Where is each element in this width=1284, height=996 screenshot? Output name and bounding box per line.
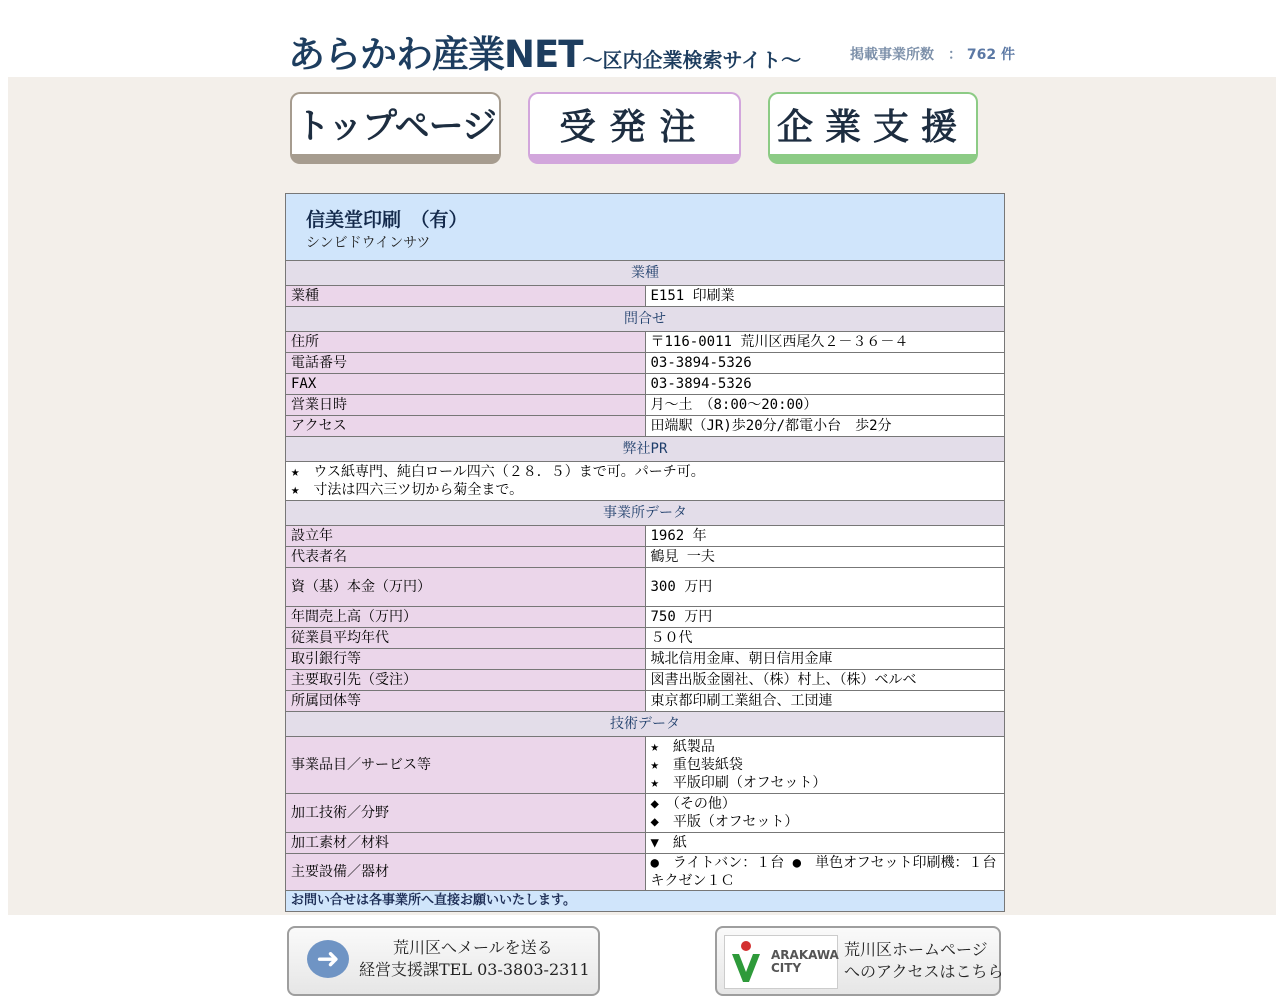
fax-value: 03-3894-5326 [645,374,1004,395]
banks-value: 城北信用金庫、朝日信用金庫 [645,649,1004,670]
arakawa-city-logo [724,935,838,989]
send-mail-button[interactable] [287,926,600,996]
business-support-label: 企業支援 [776,106,969,148]
send-mail-label: 荒川区へメールを送る [393,938,553,957]
row-label: FAX [286,374,645,395]
row-label: 住所 [286,332,645,353]
clients-value: 図書出版金園社、（株）村上、（株）ベルベ [645,670,1004,691]
company-info-table [286,261,1011,911]
capital-value: 300 万円 [645,568,1004,607]
product-item: ★ 紙製品 [650,739,715,755]
row-label: アクセス [286,416,645,437]
top-page-button[interactable] [290,92,501,164]
arakawa-logo-icon [729,940,763,984]
table-row [286,854,1004,891]
support-phone-label: 経営支援課TEL 03-3803-2311 [359,960,590,979]
row-label: 主要取引先（受注） [286,670,645,691]
city-homepage-label: 荒川区ホームページ [844,940,988,959]
techniques-value [645,794,1004,833]
row-label: 事業品目／サービス等 [286,737,645,794]
founded-value: 1962 年 [645,526,1004,547]
table-row [286,670,1004,691]
row-label: 取引銀行等 [286,649,645,670]
table-row [286,568,1004,607]
table-row [286,416,1004,437]
access-value: 田端駅（JR)歩20分/都電小台 歩2分 [645,416,1004,437]
table-row [286,332,1004,353]
company-header [286,194,1004,261]
employee-age-value: ５０代 [645,628,1004,649]
contact-note: お問い合せは各事業所へ直接お願いいたします。 [286,891,1004,912]
phone-value: 03-3894-5326 [645,353,1004,374]
hours-value: 月～土 （8:00～20:00） [645,395,1004,416]
site-header [288,22,1028,76]
table-row [286,286,1004,307]
row-label: 主要設備／器材 [286,854,645,891]
table-row [286,691,1004,712]
table-row [286,547,1004,568]
logo-text-line: ARAKAWA [771,948,839,962]
pr-text [286,462,1004,501]
materials-value: ▼ 紙 [645,833,1004,854]
company-kana: シンビドウインサツ [306,235,431,251]
section-contact: 問合せ [286,307,1004,332]
section-tech-data: 技術データ [286,712,1004,737]
table-row [286,353,1004,374]
pr-line: ★ ウス紙専門、純白ロール四六（２８．５）まで可。パーチ可。 [291,464,705,480]
top-page-label: トップページ [295,107,496,147]
listing-count-label: 掲載事業所数 ： [850,47,962,63]
company-detail-card [285,193,1011,912]
industry-value: E151 印刷業 [645,286,1004,307]
products-value [645,737,1004,794]
row-label: 営業日時 [286,395,645,416]
table-row [286,833,1004,854]
logo-text [771,949,839,975]
row-label: 所属団体等 [286,691,645,712]
product-item: ★ 重包装紙袋 [650,757,743,773]
business-support-button[interactable] [768,92,978,164]
table-row [286,526,1004,547]
company-name: 信美堂印刷 （有） [306,209,468,231]
table-row [286,395,1004,416]
section-office-data: 事業所データ [286,501,1004,526]
orders-label: 受発注 [559,106,710,148]
sales-value: 750 万円 [645,607,1004,628]
logo-text-line: CITY [771,961,802,975]
table-row [286,737,1004,794]
row-label: 年間売上高（万円） [286,607,645,628]
listing-count [850,44,1015,64]
table-row [286,374,1004,395]
site-title[interactable] [288,24,801,78]
row-label: 加工素材／材料 [286,833,645,854]
table-row [286,607,1004,628]
row-label: 設立年 [286,526,645,547]
table-row [286,794,1004,833]
section-industry: 業種 [286,261,1004,286]
city-access-label: へのアクセスはこちら [844,962,1004,981]
representative-value: 鶴見 一夫 [645,547,1004,568]
associations-value: 東京都印刷工業組合、工団連 [645,691,1004,712]
row-label: 従業員平均年代 [286,628,645,649]
pr-line: ★ 寸法は四六三ツ切から菊全まで。 [291,482,524,498]
table-row [286,649,1004,670]
site-title-main: あらかわ産業NET [288,33,583,76]
table-row [286,462,1004,501]
row-label: 電話番号 [286,353,645,374]
site-subtitle: ～区内企業検索サイト～ [582,48,802,72]
technique-item: ◆ 平版（オフセット） [650,814,799,830]
section-pr: 弊社PR [286,437,1004,462]
listing-count-value: 762 件 [966,47,1015,63]
arrow-right-icon: ➜ [307,940,349,978]
technique-item: ◆ （その他） [650,796,736,812]
orders-button[interactable] [528,92,741,164]
equipment-value: ● ライトバン：１台 ● 単色オフセット印刷機：１台 キクゼン１Ｃ [645,854,1004,891]
table-row [286,628,1004,649]
row-label: 加工技術／分野 [286,794,645,833]
row-label: 資（基）本金（万円） [286,568,645,607]
row-label: 業種 [286,286,645,307]
arakawa-homepage-button[interactable] [715,926,1004,996]
address-value: 〒116-0011 荒川区西尾久２－３６－４ [645,332,1004,353]
product-item: ★ 平版印刷（オフセット） [650,775,827,791]
row-label: 代表者名 [286,547,645,568]
